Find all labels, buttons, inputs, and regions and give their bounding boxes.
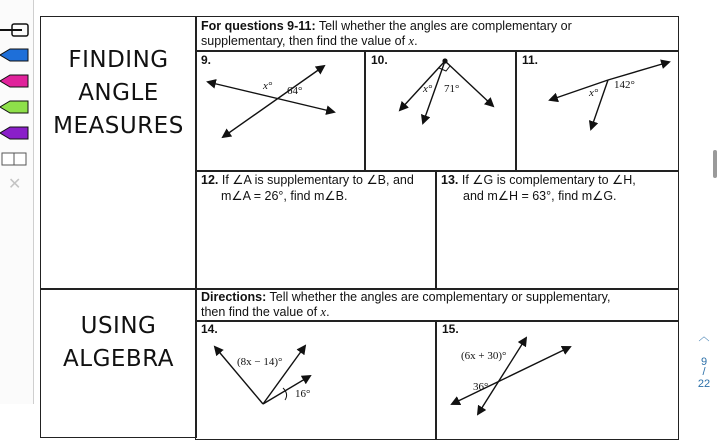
q15-diagram [40, 16, 680, 436]
close-icon[interactable]: ✕ [8, 176, 22, 193]
blue-pen-icon[interactable] [0, 46, 30, 64]
purple-pen-icon[interactable] [0, 124, 30, 142]
black-pen-icon[interactable] [0, 20, 30, 38]
toolbar-divider [33, 0, 34, 404]
instructions-text: For questions 9-11: Tell whether the angles are complementary or supplementary, then find the value of x. [201, 19, 572, 48]
page-separator: / [702, 366, 706, 378]
pen-toolbar [0, 0, 34, 404]
q14-expression-label: (8x − 14)° [237, 356, 283, 368]
section1-title: FINDING ANGLE MEASURES [53, 47, 184, 139]
section2-title: USING ALGEBRA [63, 313, 174, 372]
q9-angle-label: 64° [287, 85, 303, 97]
total-pages: 22 [697, 378, 711, 390]
q15-expression-label: (6x + 30)° [461, 350, 507, 362]
worksheet-page [40, 16, 680, 436]
eraser-icon[interactable] [0, 150, 30, 168]
green-pen-icon[interactable] [0, 98, 30, 116]
current-page: 9 [700, 356, 708, 368]
q11-number: 11. [522, 53, 539, 67]
q11-angle-label: 142° [614, 79, 635, 91]
scrollbar-thumb[interactable] [713, 150, 717, 178]
q10-number: 10. [371, 53, 388, 67]
q14-number: 14. [201, 322, 218, 336]
q14-angle-label: 16° [295, 388, 311, 400]
q15-angle-label: 36° [473, 381, 489, 393]
q12-text: 12. If ∠A is supplementary to ∠B, and m∠A = 26°, find m∠B. [201, 173, 414, 203]
directions-text: Directions: Tell whether the angles are complementary or supplementary, then find the value of x. [201, 290, 611, 319]
q10-x-label: x° [423, 83, 433, 95]
q11-x-label: x° [589, 87, 599, 99]
magenta-pen-icon[interactable] [0, 72, 30, 90]
q9-number: 9. [201, 53, 212, 67]
q15-number: 15. [442, 322, 459, 336]
page-up-icon[interactable]: ︿ [698, 331, 710, 343]
q10-angle-label: 71° [444, 83, 460, 95]
q9-x-label: x° [263, 80, 273, 92]
q13-text: 13. If ∠G is complementary to ∠H, and m∠H = 63°, find m∠G. [441, 173, 636, 203]
